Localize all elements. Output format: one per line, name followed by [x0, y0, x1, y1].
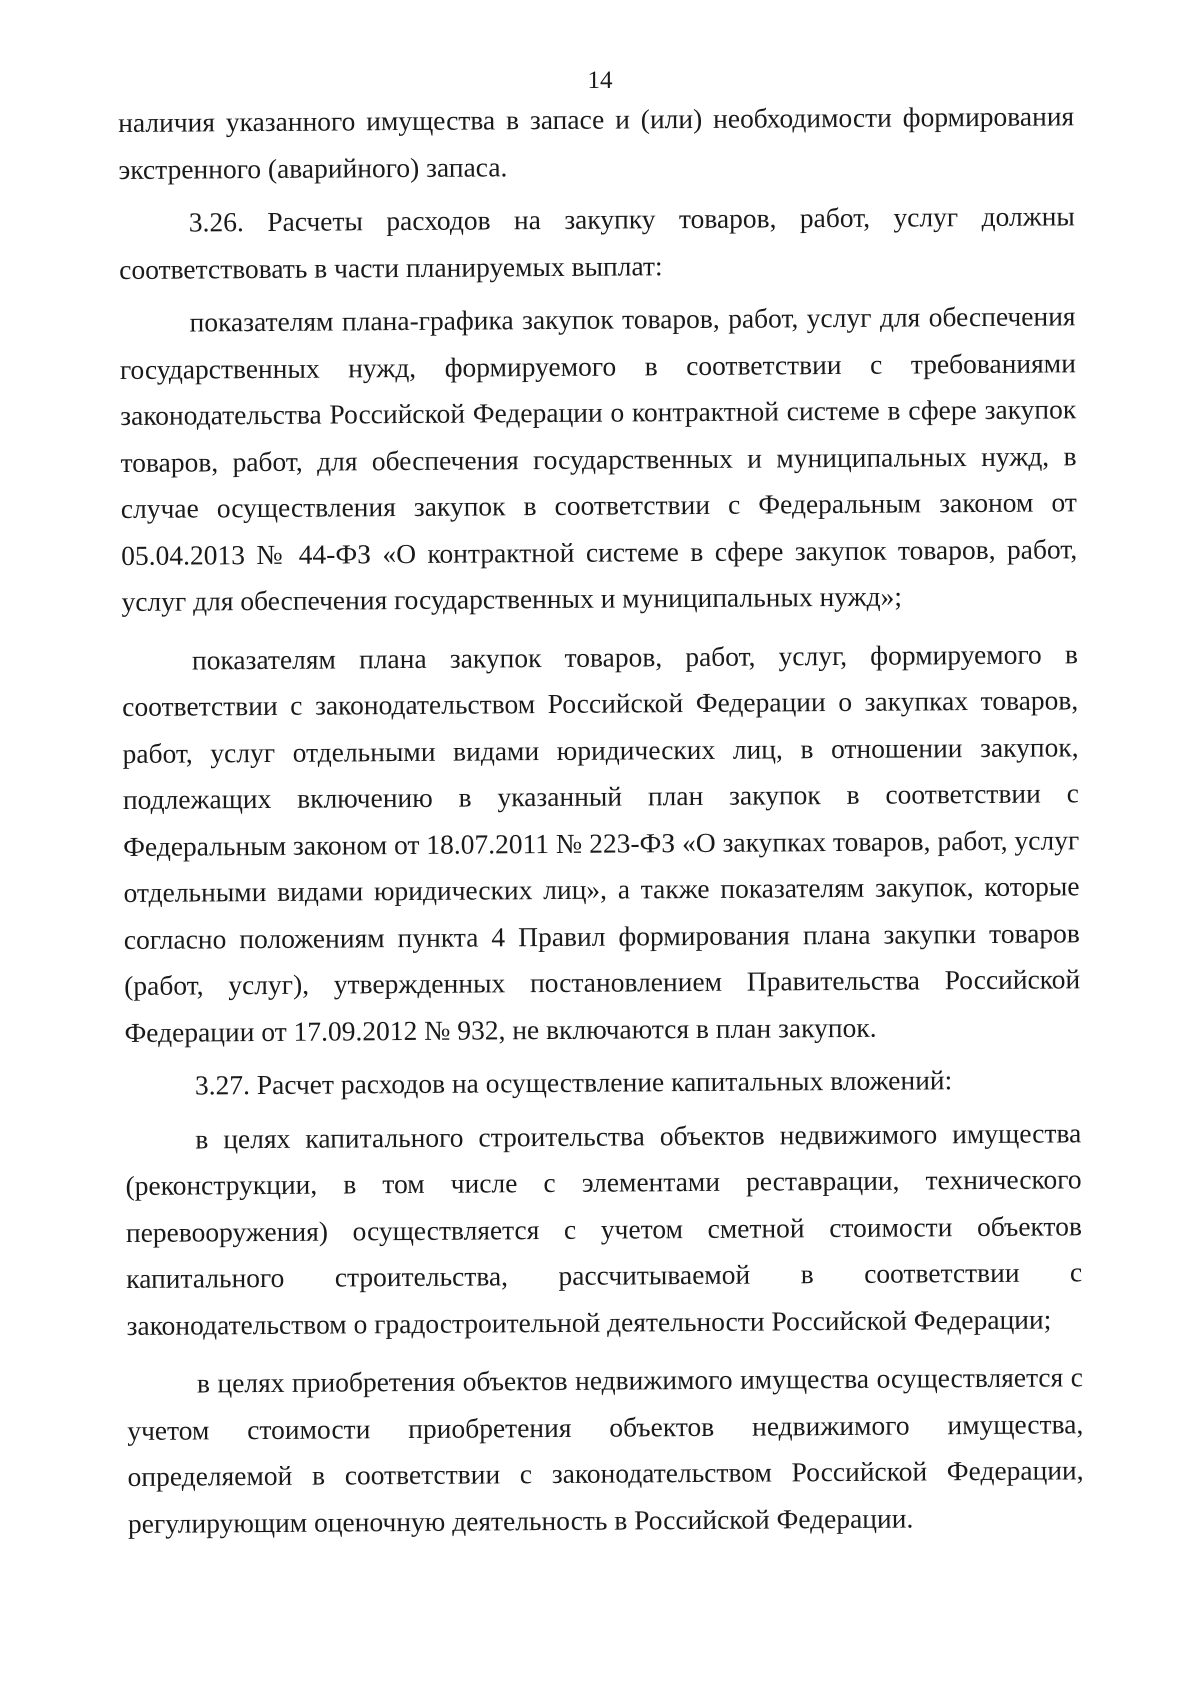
- paragraph-capital-construction: в целях капитального строительства объектов недвижимого имущества (реконструкции, в том числе с элементами реставрации, технического перевооружения) осуществляется с учетом сметной стоимости объектов капитального строительства, рассчитываемой в соответствии с законодательством о градостроительной деятельности Российской Федерации;: [125, 1116, 1083, 1341]
- paragraph-real-estate-acquisition: в целях приобретения объектов недвижимого имущества осуществляется с учетом стоимости приобретения объектов недвижимого имущества, определяемой в соответствии с законодательством Российской Федерации, регулирующим оценочную деятельность в Российской Федерации.: [127, 1361, 1084, 1539]
- paragraph-clause-3-26: 3.26. Расчеты расходов на закупку товаров, работ, услуг должны соответствовать в части планируемых выплат:: [119, 200, 1075, 285]
- document-body: [118, 93, 1084, 1547]
- paragraph-continuation: наличия указанного имущества в запасе и (или) необходимости формирования экстренного (аварийного) запаса.: [118, 100, 1075, 185]
- page-number: 14: [587, 67, 613, 94]
- paragraph-procurement-plan-indicators: показателям плана закупок товаров, работ, услуг, формируемого в соответствии с законодательством Российской Федерации о закупках товаров, работ, услуг отдельными видами юридических лиц, в отношении закупок, подлежащих включению в указанный план закупок в соответствии с Федеральным законом от 18.07.2011 № 223-ФЗ «О закупках товаров, работ, услуг отдельными видами юридических лиц», а также показателям закупок, которые согласно положениям пункта 4 Правил формирования плана закупки товаров (работ, услуг), утвержденных постановлением Правительства Российской Федерации от 17.09.2012 № 932, не включаются в план закупок.: [122, 637, 1081, 1048]
- paragraph-clause-3-27: 3.27. Расчет расходов на осуществление капитальных вложений:: [194, 1064, 953, 1101]
- paragraph-plan-schedule-indicators: показателям плана-графика закупок товаров, работ, услуг для обеспечения государственных нужд, формируемого в соответствии с требованиями законодательства Российской Федерации о контрактной системе в сфере закупок товаров, работ, для обеспечения государственных и муниципальных нужд, в случае осуществления закупок в соответствии с Федеральным законом от 05.04.2013 № 44-ФЗ «О контрактной системе в сфере закупок товаров, работ, услуг для обеспечения государственных и муниципальных нужд»;: [119, 300, 1078, 617]
